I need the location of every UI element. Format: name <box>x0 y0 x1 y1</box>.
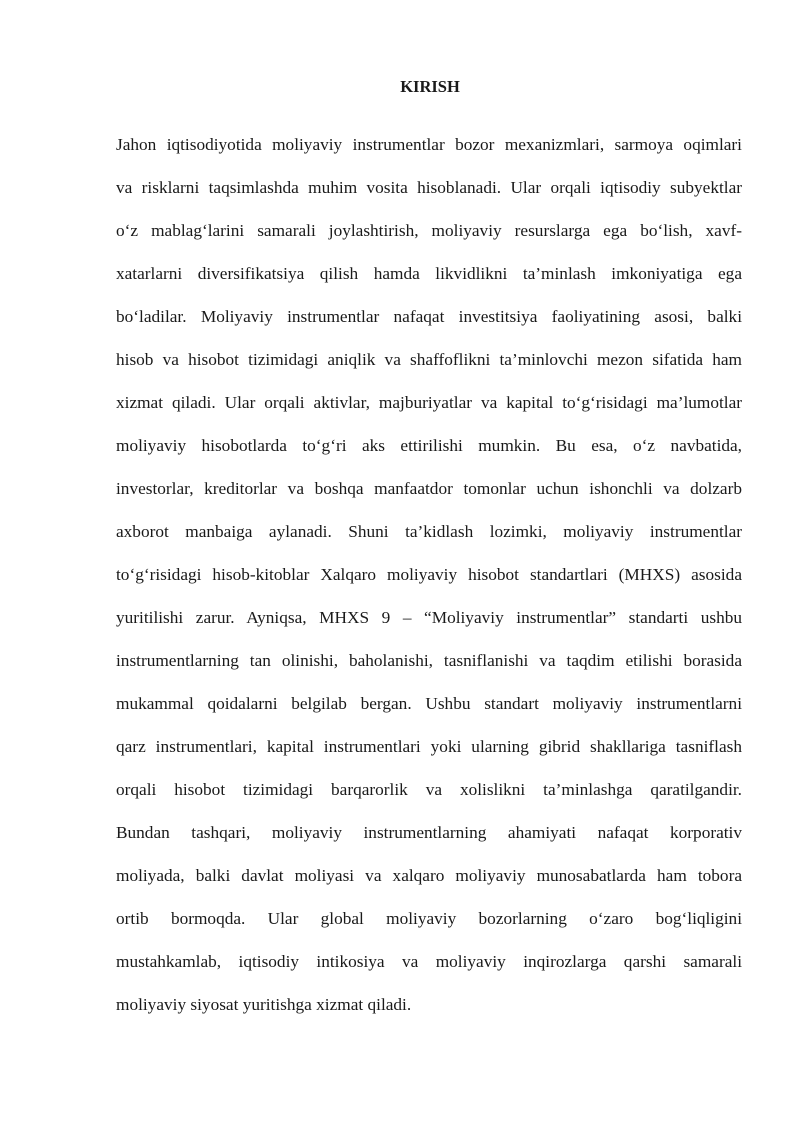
paragraph-line: investorlar, kreditorlar va boshqa manfaatdor tomonlar uchun ishonchli va dolzarb <box>116 479 742 498</box>
paragraph-line: yuritilishi zarur. Ayniqsa, MHXS 9 – “Moliyaviy instrumentlar” standarti ushbu <box>116 608 742 627</box>
paragraph-line: moliyaviy hisobotlarda to‘g‘ri aks ettirilishi mumkin. Bu esa, o‘z navbatida, <box>116 436 742 455</box>
paragraph-line: mustahkamlab, iqtisodiy intikosiya va moliyaviy inqirozlarga qarshi samarali <box>116 952 742 971</box>
paragraph-line: orqali hisobot tizimidagi barqarorlik va xolislikni ta’minlashga qaratilgandir. <box>116 780 742 799</box>
paragraph-line: mukammal qoidalarni belgilab bergan. Ushbu standart moliyaviy instrumentlarni <box>116 694 742 713</box>
paragraph-line: qarz instrumentlari, kapital instrumentlari yoki ularning gibrid shakllariga tasniflash <box>116 737 742 756</box>
paragraph-line: axborot manbaiga aylanadi. Shuni ta’kidlash lozimki, moliyaviy instrumentlar <box>116 522 742 541</box>
paragraph-line: to‘g‘risidagi hisob-kitoblar Xalqaro moliyaviy hisobot standartlari (MHXS) asosida <box>116 565 742 584</box>
paragraph-line: ortib bormoqda. Ular global moliyaviy bozorlarning o‘zaro bog‘liqligini <box>116 909 742 928</box>
section-heading: KIRISH <box>400 77 460 96</box>
paragraph-line: Jahon iqtisodiyotida moliyaviy instrumentlar bozor mexanizmlari, sarmoya oqimlari <box>116 135 742 154</box>
paragraph-line: xizmat qiladi. Ular orqali aktivlar, majburiyatlar va kapital to‘g‘risidagi ma’lumotlar <box>116 393 742 412</box>
paragraph-line: o‘z mablag‘larini samarali joylashtirish, moliyaviy resurslarga ega bo‘lish, xavf- <box>116 221 742 240</box>
paragraph-line: Bundan tashqari, moliyaviy instrumentlarning ahamiyati nafaqat korporativ <box>116 823 742 842</box>
paragraph-line: va risklarni taqsimlashda muhim vosita hisoblanadi. Ular orqali iqtisodiy subyektlar <box>116 178 742 197</box>
paragraph-line: moliyada, balki davlat moliyasi va xalqaro moliyaviy munosabatlarda ham tobora <box>116 866 742 885</box>
paragraph-line: xatarlarni diversifikatsiya qilish hamda likvidlikni ta’minlash imkoniyatiga ega <box>116 264 742 283</box>
paragraph-line: hisob va hisobot tizimidagi aniqlik va shaffoflikni ta’minlovchi mezon sifatida ham <box>116 350 742 369</box>
paragraph-line: moliyaviy siyosat yuritishga xizmat qiladi. <box>116 995 412 1014</box>
paragraph-line: instrumentlarning tan olinishi, baholanishi, tasniflanishi va taqdim etilishi borasida <box>116 651 742 670</box>
paragraph-line: bo‘ladilar. Moliyaviy instrumentlar nafaqat investitsiya faoliyatining asosi, balki <box>116 307 742 326</box>
